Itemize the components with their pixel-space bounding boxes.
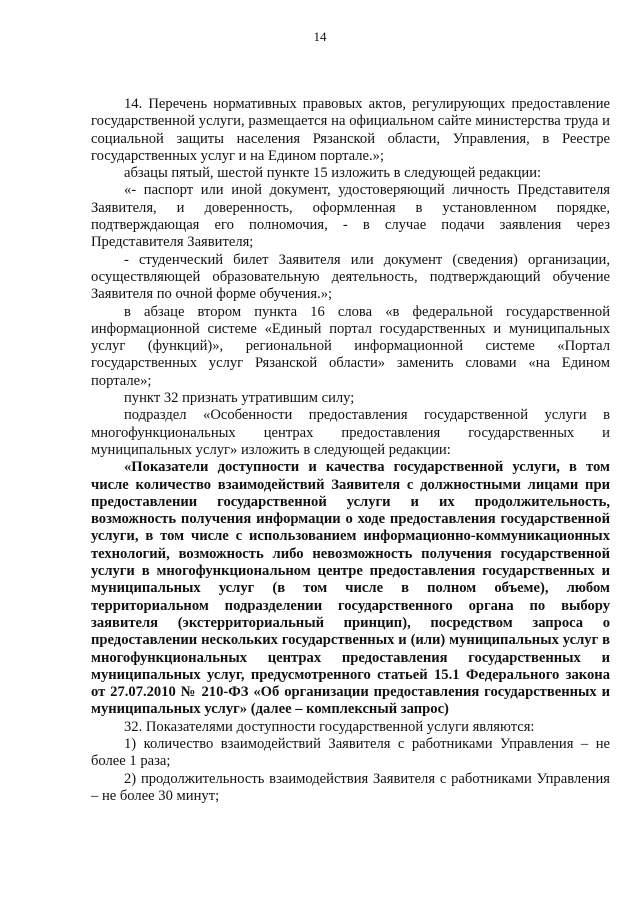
- paragraph-item-32: 32. Показателями доступности государственной услуги являются:: [124, 718, 535, 735]
- list-item-1: 1) количество взаимодействий Заявителя с работниками Управления – не более 1 раза;: [91, 735, 610, 770]
- paragraph-student-card: - студенческий билет Заявителя или документ (сведения) организации, осуществляющей образовательную деятельность, подтверждающий обучение Заявителя по очной форме обучения.»;: [91, 251, 610, 303]
- paragraph-subsection: подраздел «Особенности предоставления государственной услуги в многофункциональных центрах предоставления государственных и муниципальных услуг» изложить в следующей редакции:: [91, 407, 610, 458]
- section-heading-indicators: «Показатели доступности и качества государственной услуги, в том числе количество взаимодействий Заявителя с должностными лицами при предоставлении государственной услуги и их продолжительность, возможность получения информации о ходе предоставления государственной услуги, в том числе с использованием информационно-коммуникационных технологий, возможность либо невозможность получения государственной услуги в многофункциональном центре предоставления государственных и муниципальных услуг (в том числе в полном объеме), любом территориальном подразделении государственного органа по выбору заявителя (экстерриториальный принцип), посредством запроса о предоставлении нескольких государственных и (или) муниципальных услуг в многофункциональных центрах предоставления государственных и муниципальных услуг, предусмотренного статьей 15.1 Федерального закона от 27.07.2010 № 210-ФЗ «Об организации предоставления государственных и муниципальных услуг» (далее – комплексный запрос): [91, 459, 610, 718]
- paragraph-amend-item-15: абзацы пятый, шестой пункте 15 изложить в следующей редакции:: [124, 165, 542, 182]
- page-number: 14: [313, 29, 327, 44]
- paragraph-item-32-void: пункт 32 признать утратившим силу;: [124, 390, 355, 407]
- paragraph-amend-item-16: в абзаце втором пункта 16 слова «в федеральной государственной информационной системе «Единый портал государственных и муниципальных услуг (функций)», региональной информационной системе «Портал государственных услуг Рязанской области» заменить словами «на Едином портале»;: [91, 303, 610, 389]
- list-item-2: 2) продолжительность взаимодействия Заявителя с работниками Управления – не более 30 минут;: [91, 770, 610, 804]
- document-body: [91, 96, 610, 805]
- paragraph-passport: «- паспорт или иной документ, удостоверяющий личность Представителя Заявителя, и доверенность, оформленная в установленном порядке, подтверждающая его полномочия, - в случае подачи заявления через Представителя Заявителя;: [91, 182, 610, 251]
- paragraph-list-of-acts: 14. Перечень нормативных правовых актов, регулирующих предоставление государственной услуги, размещается на официальном сайте министерства труда и социальной защиты населения Рязанской области, Управления, в Реестре государственных услуг и на Едином портале.»;: [91, 96, 610, 164]
